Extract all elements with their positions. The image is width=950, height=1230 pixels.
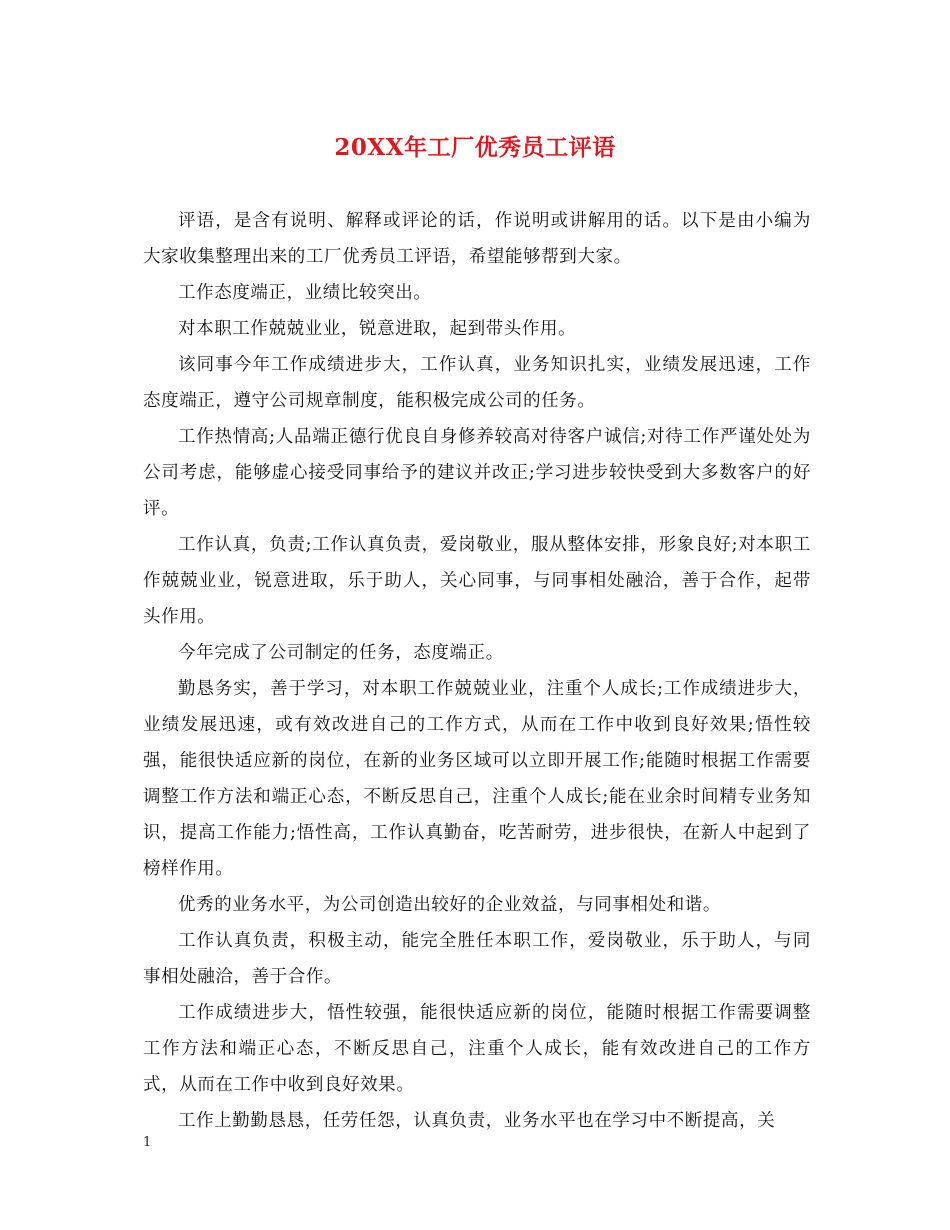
paragraph: 工作热情高;人品端正德行优良自身修养较高对待客户诚信;对待工作严谨处处为公司考虑，能够虚心接受同事给予的建议并改正;学习进步较快受到大多数客户的好评。 [143,427,811,519]
document-body [143,203,811,1139]
paragraph: 工作认真，负责;工作认真负责，爱岗敬业，服从整体安排，形象良好;对本职工作兢兢业业，锐意进取，乐于助人，关心同事，与同事相处融洽，善于合作，起带头作用。 [143,535,811,627]
paragraph: 优秀的业务水平，为公司创造出较好的企业效益，与同事相处和谐。 [178,895,721,915]
paragraph: 工作认真负责，积极主动，能完全胜任本职工作，爱岗敬业，乐于助人，与同事相处融洽，善于合作。 [143,931,811,987]
paragraph: 工作上勤勤恳恳，任劳任怨，认真负责，业务水平也在学习中不断提高，关 [178,1111,776,1131]
paragraph: 工作态度端正，业绩比较突出。 [178,283,432,303]
paragraph: 该同事今年工作成绩进步大，工作认真，业务知识扎实，业绩发展迅速，工作态度端正，遵守公司规章制度，能积极完成公司的任务。 [143,355,811,411]
paragraph: 今年完成了公司制定的任务，态度端正。 [178,643,504,663]
paragraph: 工作成绩进步大，悟性较强，能很快适应新的岗位，能随时根据工作需要调整工作方法和端正心态，不断反思自己，注重个人成长，能有效改进自己的工作方式，从而在工作中收到良好效果。 [143,1003,811,1095]
document-title: 20XX年工厂优秀员工评语 [334,134,616,161]
paragraph: 对本职工作兢兢业业，锐意进取，起到带头作用。 [178,319,577,339]
paragraph: 勤恳务实，善于学习，对本职工作兢兢业业，注重个人成长;工作成绩进步大，业绩发展迅速，或有效改进自己的工作方式，从而在工作中收到良好效果;悟性较强，能很快适应新的岗位，在新的业务区域可以立即开展工作;能随时根据工作需要调整工作方法和端正心态，不断反思自己，注重个人成长;能在业余时间精专业务知识，提高工作能力;悟性高，工作认真勤奋，吃苦耐劳，进步很快，在新人中起到了榜样作用。 [143,679,811,879]
page-number: 1 [143,1135,152,1150]
paragraph-intro: 评语，是含有说明、解释或评论的话，作说明或讲解用的话。以下是由小编为大家收集整理出来的工厂优秀员工评语，希望能够帮到大家。 [143,211,811,267]
